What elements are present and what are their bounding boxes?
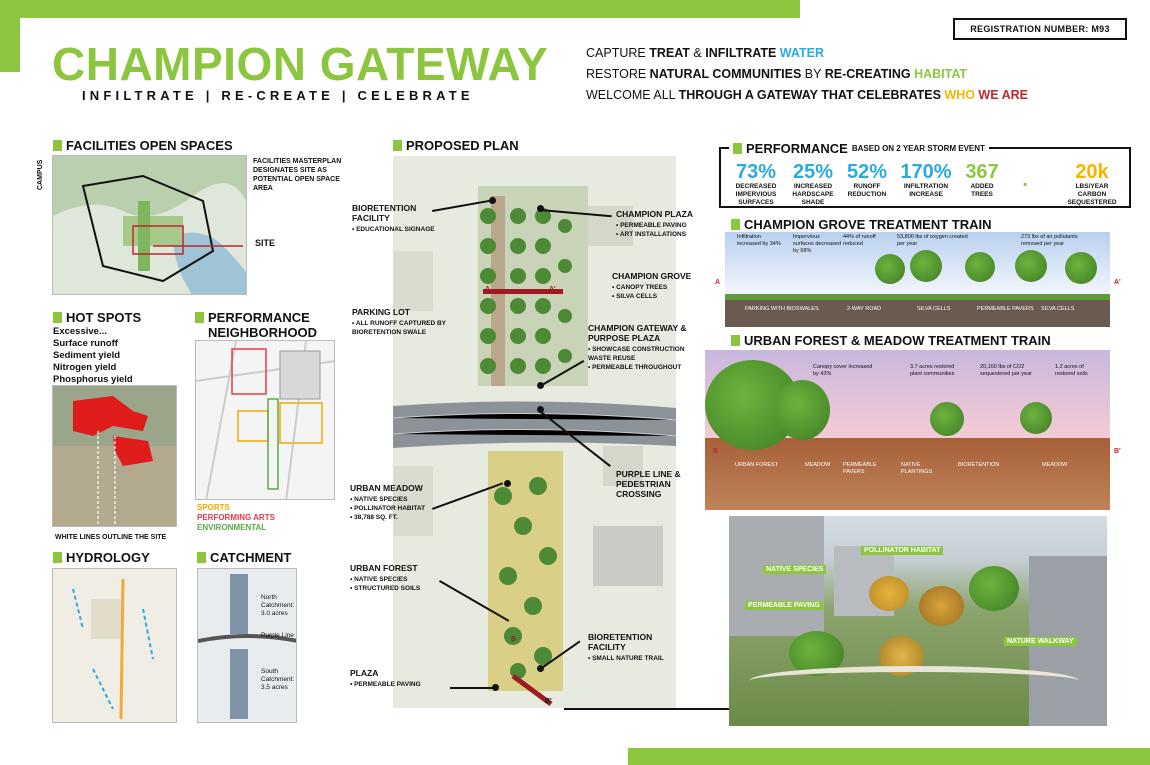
label-parking-lot <box>352 307 477 337</box>
label-title: URBAN FOREST <box>350 563 418 573</box>
heading-marker-icon <box>731 219 740 230</box>
catchment-purple-line: Purple Line <box>261 632 294 639</box>
meadow-marker-b-prime: B' <box>1114 448 1121 455</box>
stat-separator-icon: . <box>1022 169 1028 191</box>
plan-marker-b-prime: B' <box>545 698 552 705</box>
grove-note: Infiltration increased by 34% <box>737 234 781 247</box>
meadow-note: 1.2 acres of restored soils <box>1055 364 1088 377</box>
hotspots-caption: WHITE LINES OUTLINE THE SITE <box>55 534 167 541</box>
stat-shade <box>787 161 839 207</box>
heading-marker-icon <box>731 335 740 346</box>
hydrology-heading: HYDROLOGY <box>53 550 150 565</box>
label-plaza <box>350 668 460 689</box>
label-purple-line <box>616 469 706 499</box>
label-item: • CANOPY TREES <box>612 283 712 292</box>
site-label: SITE <box>255 238 276 248</box>
tag-nature-walkway: NATURE WALKWAY <box>1004 637 1077 646</box>
tree-icon <box>875 254 905 284</box>
legend-performing-arts: PERFORMING ARTS <box>197 513 275 522</box>
grove-note: 44% of runoff reduced <box>843 234 876 247</box>
tagline-3: WELCOME ALL THROUGH A GATEWAY THAT CELEBRATES WHO WE ARE <box>586 88 1028 102</box>
leader-dot <box>537 406 544 413</box>
label-item: • ALL RUNOFF CAPTURED BY BIORETENTION SWALE <box>352 319 477 337</box>
label-item: • EDUCATIONAL SIGNAGE <box>352 225 437 234</box>
neighborhood-map-graphic <box>196 341 335 500</box>
hotspots-list <box>53 326 133 386</box>
catchment-north: North Catchment: 3.0 acres <box>261 594 295 617</box>
hydrology-map <box>52 568 177 723</box>
facilities-note: FACILITIES MASTERPLAN DESIGNATES SITE AS POTENTIAL OPEN SPACE AREA <box>253 158 342 192</box>
label-item: • NATIVE SPECIES <box>350 575 460 584</box>
label-title: CHAMPION GATEWAY & PURPOSE PLAZA <box>588 323 687 343</box>
top-accent-bar <box>0 0 800 18</box>
heading-marker-icon <box>733 143 742 154</box>
neighborhood-map <box>195 340 335 500</box>
meadow-train-heading: URBAN FOREST & MEADOW TREATMENT TRAIN <box>731 333 1051 348</box>
stat-infiltration <box>897 161 955 199</box>
tree-icon <box>910 250 942 282</box>
leader-line <box>450 687 495 689</box>
leader-dot <box>489 197 496 204</box>
neighborhood-legend <box>197 503 275 533</box>
meadow-ground-label: NATIVE PLANTINGS <box>901 462 933 475</box>
tagline-2: RESTORE NATURAL COMMUNITIES BY RE-CREATING HABITAT <box>586 67 968 81</box>
label-item: • ART INSTALLATIONS <box>616 230 716 239</box>
label-item: • 38,788 SQ. FT. <box>350 513 460 522</box>
label-item: • SHOWCASE CONSTRUCTION WASTE REUSE <box>588 345 703 363</box>
tag-pollinator-habitat: POLLINATOR HABITAT <box>861 546 943 555</box>
grove-ground-label: PARKING WITH BIOSWALES <box>745 306 819 312</box>
facilities-map-graphic <box>53 156 247 295</box>
label-title: PARKING LOT <box>352 307 410 317</box>
tag-permeable-paving: PERMEABLE PAVING <box>745 601 823 610</box>
label-title: CHAMPION GROVE <box>612 271 692 281</box>
stat-desc: INFILTRATION INCREASE <box>903 183 949 198</box>
hotspots-map <box>52 385 177 527</box>
grove-ground-label: SILVA CELLS <box>1041 306 1075 312</box>
stat-value: 20k <box>1075 161 1109 183</box>
hotspots-item: Nitrogen yield <box>53 362 117 373</box>
tag-native-species: NATIVE SPECIES <box>763 565 826 574</box>
grove-marker-a-prime: A' <box>1114 279 1121 286</box>
page-title: CHAMPION GATEWAY <box>52 38 549 90</box>
stat-carbon <box>1061 161 1123 207</box>
tagline-1: CAPTURE TREAT & INFILTRATE WATER <box>586 46 824 60</box>
tree-icon <box>775 380 830 440</box>
label-bioretention-bottom <box>588 632 688 663</box>
leader-dot <box>537 665 544 672</box>
meadow-ground-label: MEADOW <box>805 462 831 468</box>
leader-dot <box>504 480 511 487</box>
heading-marker-icon <box>53 552 62 563</box>
stat-desc: INCREASED HARDSCAPE SHADE <box>792 183 834 206</box>
facilities-map <box>52 155 247 295</box>
grove-note: Impervious surfaces decreased by 68% <box>793 234 841 254</box>
leader-dot <box>492 684 499 691</box>
leader-dot <box>537 205 544 212</box>
left-accent-bar <box>0 0 20 72</box>
meadow-ground-label: URBAN FOREST <box>735 462 779 468</box>
label-item: • PERMEABLE PAVING <box>350 680 460 689</box>
registration-number: REGISTRATION NUMBER: M93 <box>953 18 1127 40</box>
grove-ground-label: PERMEABLE PAVERS <box>977 306 1034 312</box>
hotspots-item: Sediment yield <box>53 350 121 361</box>
meadow-note: 20,160 lbs of CO2 sequestered per year <box>980 364 1032 377</box>
catchment-south: South Catchment: 3.5 acres <box>261 668 295 691</box>
hotspots-heading: HOT SPOTS <box>53 310 141 325</box>
label-bioretention-top <box>352 203 437 234</box>
neighborhood-heading <box>195 310 317 340</box>
meadow-ground-label: BIORETENTION <box>958 462 1000 468</box>
stat-runoff <box>843 161 891 199</box>
hydrology-map-graphic <box>53 569 177 723</box>
stat-value: 170% <box>900 161 952 183</box>
catchment-map <box>197 568 297 723</box>
performance-heading: PERFORMANCE BASED ON 2 YEAR STORM EVENT <box>729 141 989 156</box>
stat-desc: DECREASED IMPERVIOUS SURFACES <box>735 183 777 206</box>
label-item: • STRUCTURED SOILS <box>350 584 460 593</box>
stat-trees <box>959 161 1005 199</box>
grove-marker-a: A <box>715 279 721 286</box>
stat-desc: RUNOFF REDUCTION <box>847 183 887 198</box>
meadow-ground-label: MEADOW <box>1042 462 1068 468</box>
label-champion-gateway <box>588 323 703 372</box>
label-item: • SMALL NATURE TRAIL <box>588 654 688 663</box>
meadow-marker-b: B <box>713 448 719 455</box>
grove-train-section <box>725 232 1110 327</box>
stat-desc: LBS/YEAR CARBON SEQUESTERED <box>1067 183 1117 206</box>
tree-icon <box>869 576 909 611</box>
stat-impervious <box>731 161 781 207</box>
performance-panel <box>719 141 1131 208</box>
bottom-accent-bar <box>628 748 1150 765</box>
tree-icon <box>1015 250 1047 282</box>
neighborhood-title-line2: NEIGHBORHOOD <box>208 325 318 340</box>
grove-ground-label: SILVA CELLS <box>917 306 951 312</box>
hotspots-map-graphic <box>53 386 177 527</box>
grove-note: 53,800 lbs of oxygen created per year <box>897 234 968 247</box>
label-title: PURPLE LINE & PEDESTRIAN CROSSING <box>616 469 681 499</box>
label-urban-forest <box>350 563 460 593</box>
label-item: • POLLINATOR HABITAT <box>350 504 460 513</box>
catchment-heading: CATCHMENT <box>197 550 291 565</box>
stat-value: 73% <box>735 161 777 183</box>
label-title: BIORETENTION FACILITY <box>588 632 653 652</box>
page-subtitle: INFILTRATE | RE-CREATE | CELEBRATE <box>82 88 474 103</box>
tree-icon <box>1020 402 1052 434</box>
label-title: PLAZA <box>350 668 379 678</box>
tree-icon <box>919 586 964 626</box>
meadow-ground-label: PERMEABLE PAVERS <box>843 462 877 475</box>
stat-value: 52% <box>846 161 888 183</box>
hotspots-item: Excessive... <box>53 326 107 337</box>
campus-label: CAMPUS <box>37 159 44 190</box>
label-item: • PERMEABLE THROUGHOUT <box>588 363 703 372</box>
heading-marker-icon <box>195 312 204 323</box>
stat-value: 367 <box>965 161 999 183</box>
building-left <box>729 516 824 636</box>
tree-icon <box>930 402 964 436</box>
label-champion-grove <box>612 271 712 301</box>
label-champion-plaza <box>616 209 716 239</box>
meadow-note: 3.7 acres restored plant communities <box>910 364 955 377</box>
grove-train-heading: CHAMPION GROVE TREATMENT TRAIN <box>731 217 991 232</box>
stat-desc: ADDED TREES <box>970 183 994 198</box>
legend-environmental: ENVIRONMENTAL <box>197 523 267 532</box>
meadow-note: Canopy cover increased by 43% <box>813 364 873 377</box>
tree-icon <box>969 566 1019 611</box>
performance-subtitle: BASED ON 2 YEAR STORM EVENT <box>851 144 985 153</box>
label-title: URBAN MEADOW <box>350 483 423 493</box>
heading-marker-icon <box>197 552 206 563</box>
legend-sports: SPORTS <box>197 503 230 512</box>
meadow-train-section <box>705 350 1110 510</box>
plan-heading: PROPOSED PLAN <box>393 138 519 153</box>
plan-marker-a: A <box>485 286 491 293</box>
grove-grass <box>725 294 1110 300</box>
stat-value: 25% <box>792 161 834 183</box>
catchment-map-graphic <box>198 569 297 723</box>
walkway <box>749 666 1079 696</box>
heading-marker-icon <box>53 140 62 151</box>
label-item: • PERMEABLE PAVING <box>616 221 716 230</box>
grove-ground-label: 2-WAY ROAD <box>847 306 882 312</box>
leader-dot <box>537 382 544 389</box>
heading-marker-icon <box>53 312 62 323</box>
label-title: CHAMPION PLAZA <box>616 209 693 219</box>
label-item: • SILVA CELLS <box>612 292 712 301</box>
hotspots-item: Phosphorus yield <box>53 374 133 385</box>
tree-icon <box>1065 252 1097 284</box>
neighborhood-title-line1: PERFORMANCE <box>208 310 310 325</box>
facilities-heading: FACILITIES OPEN SPACES <box>53 138 233 153</box>
hotspots-item: Surface runoff <box>53 338 118 349</box>
plan-marker-a-prime: A' <box>549 286 556 293</box>
heading-marker-icon <box>393 140 402 151</box>
label-item: • NATIVE SPECIES <box>350 495 460 504</box>
plan-marker-b: B <box>511 636 517 643</box>
grove-note: 273 lbs of air pollutants removed per year <box>1021 234 1078 247</box>
tree-icon <box>965 252 995 282</box>
label-title: BIORETENTION FACILITY <box>352 203 417 223</box>
